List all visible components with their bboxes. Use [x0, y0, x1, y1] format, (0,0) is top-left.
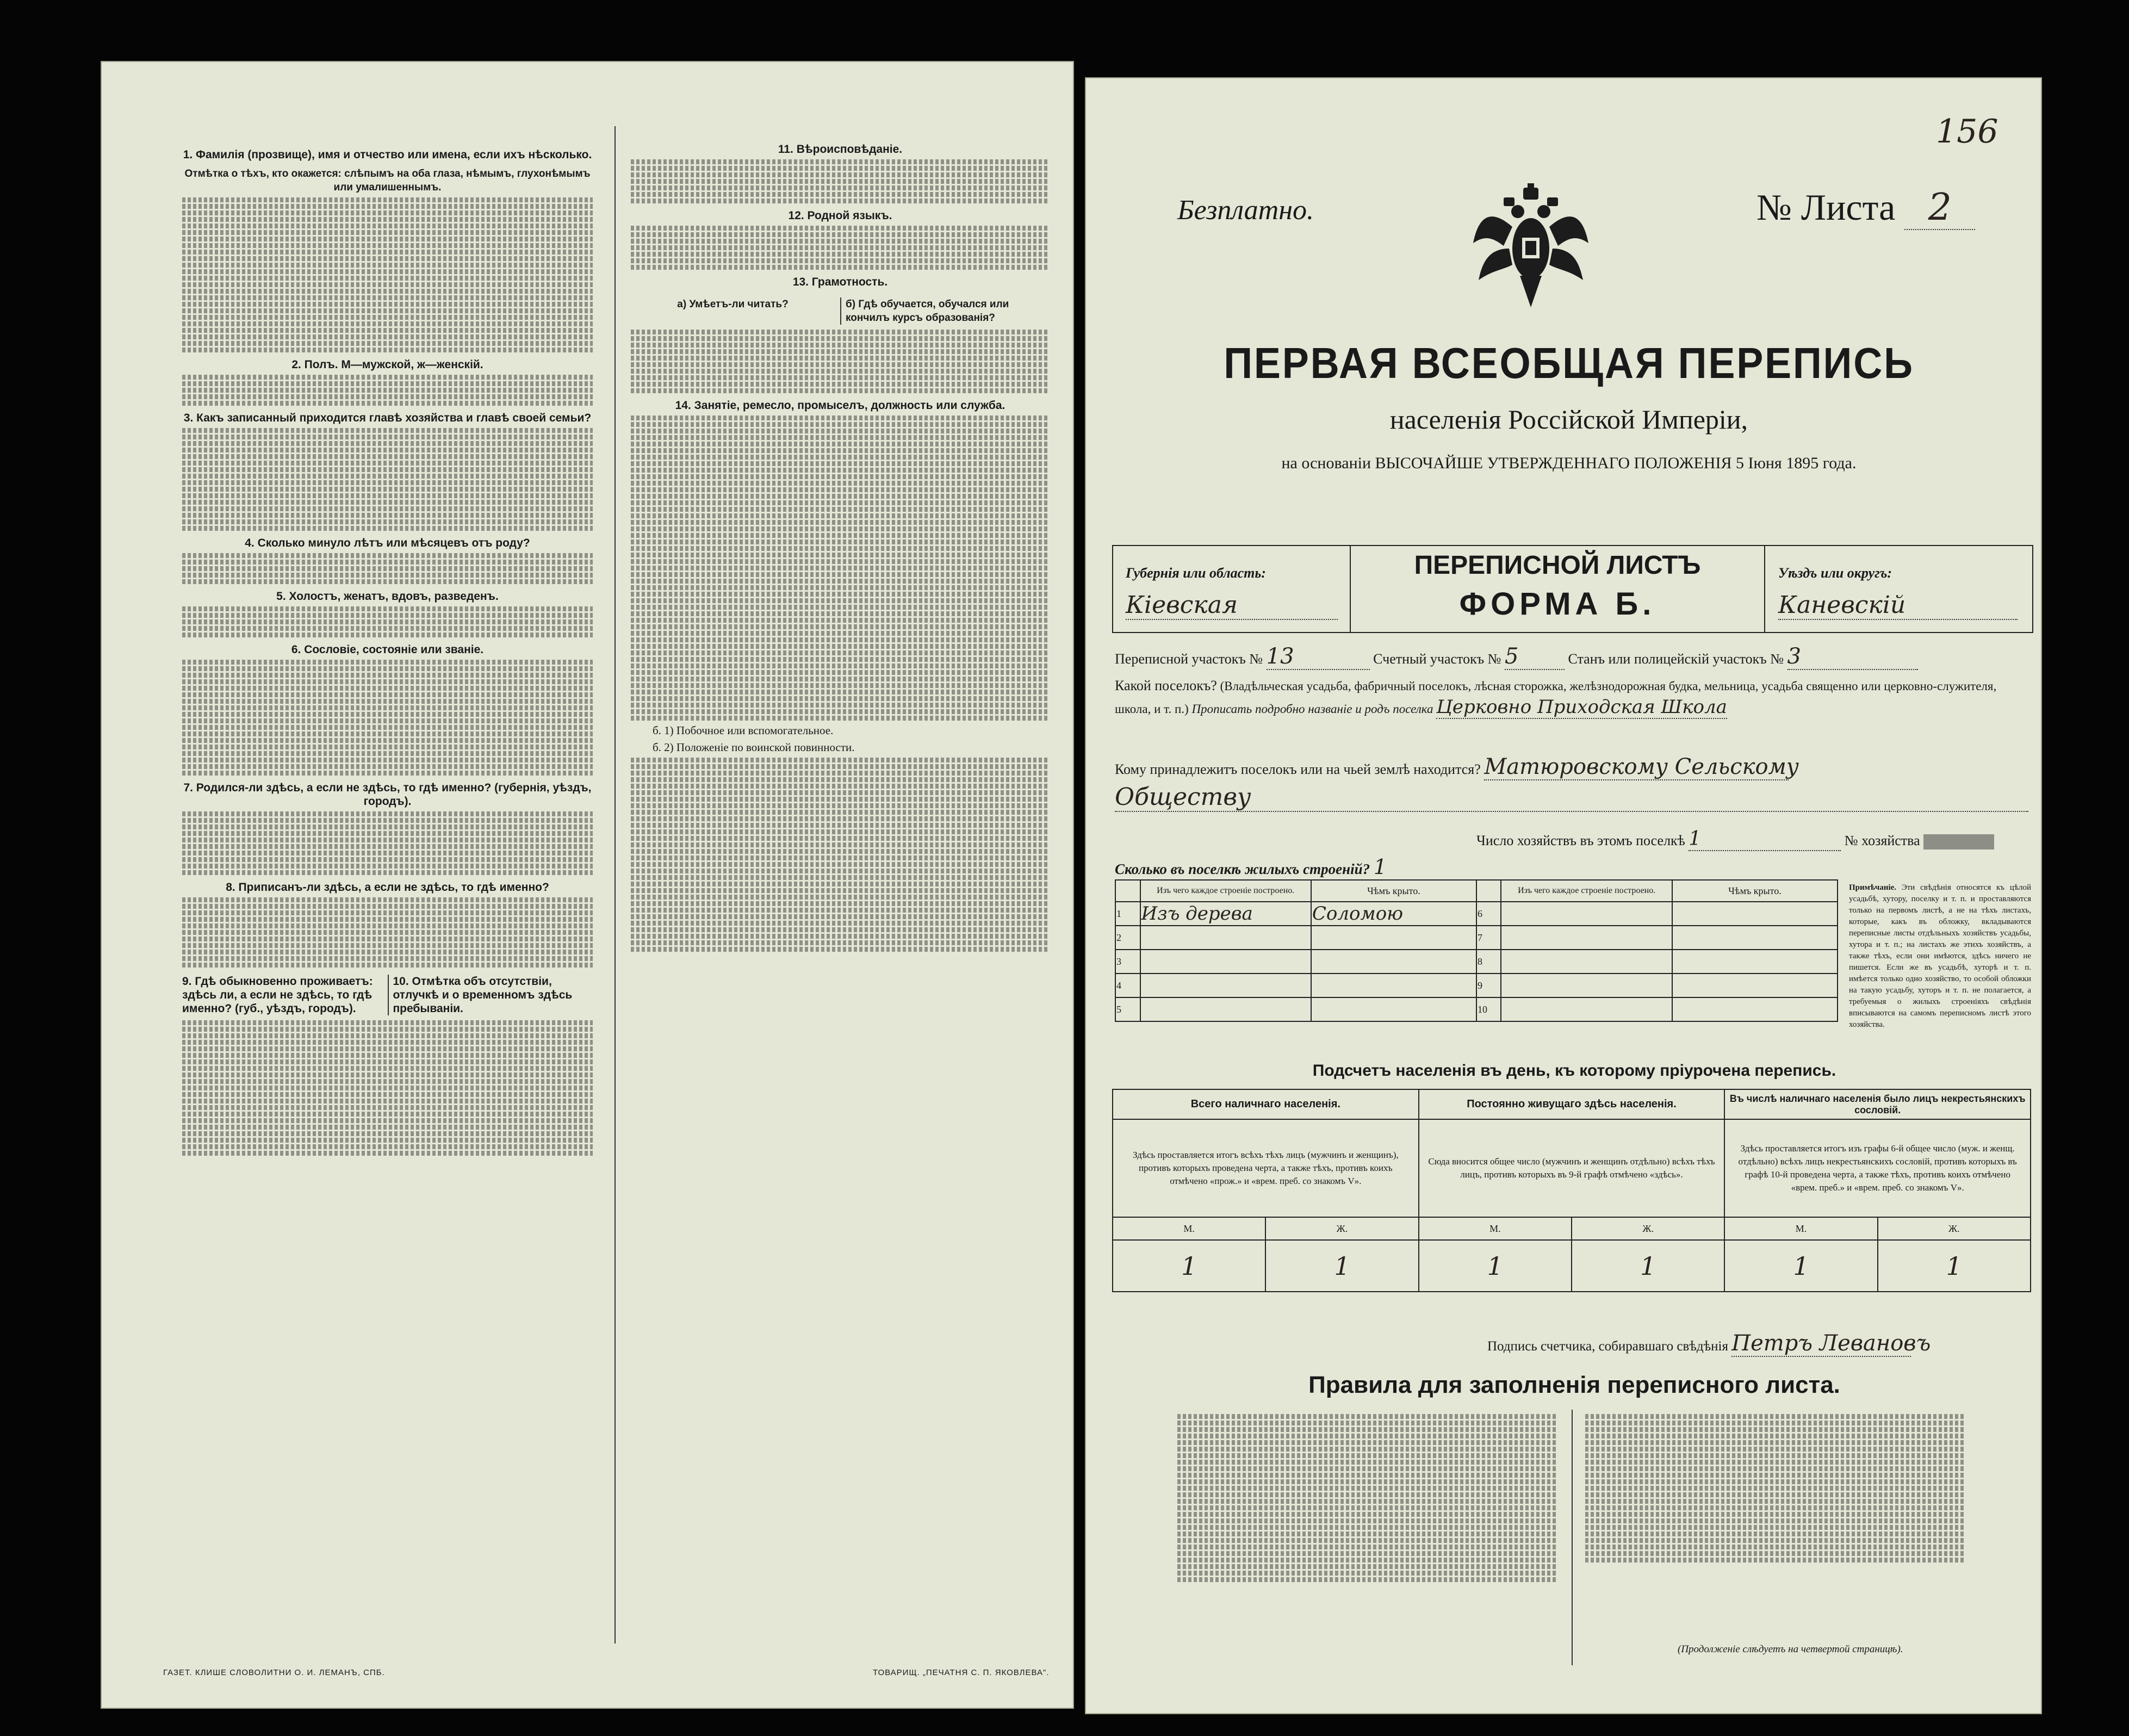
- rules-heading: Правила для заполненія переписного листа.: [1308, 1372, 1840, 1398]
- houses-field: [1115, 855, 1387, 879]
- households-label: Число хозяйствъ въ этомъ поселкѣ: [1476, 833, 1685, 848]
- rules-divider: [1572, 1410, 1573, 1665]
- section-4-title: 4. Сколько минуло лѣтъ или мѣсяцевъ отъ роду?: [245, 537, 530, 549]
- left-page-instructions: [101, 61, 1074, 1709]
- signature-value: Петръ Левановъ: [1731, 1331, 1931, 1356]
- settlement-hint: (Владѣльческая усадьба, фабричный поселокъ, лѣсная сторожка, желѣзнодорожная будка, мельница, усадьба священно или церковно-служителя, школа, и т. п.): [1115, 679, 1997, 716]
- archive-sheet-number: 156: [1936, 113, 1998, 151]
- uezd-value: Каневскій: [1778, 591, 2018, 620]
- houses-row-num: 10: [1476, 997, 1501, 1021]
- stan-label: Станъ или полицейскій участокъ №: [1568, 651, 1784, 667]
- gubernia-label: Губернія или область:: [1126, 565, 1266, 581]
- census-legal-basis: на основаніи ВЫСОЧАЙШЕ УТВЕРЖДЕННАГО ПОЛОЖЕНІЯ 5 Іюня 1895 года.: [1281, 454, 1857, 472]
- household-number-redacted: [1923, 834, 1994, 850]
- owner-field: [1115, 754, 1799, 780]
- owner-value-line-2: Обществу: [1115, 783, 2028, 812]
- settlement-instruction: Прописать подробно названіе и родъ поселка: [1191, 702, 1433, 716]
- count-m-label: М.: [1724, 1217, 1877, 1240]
- houses-note: [1849, 882, 2031, 1031]
- houses-col-material-2: Изъ чего каждое строеніе построено.: [1501, 880, 1672, 902]
- census-title: ПЕРВАЯ ВСЕОБЩАЯ ПЕРЕПИСЬ: [1224, 339, 1914, 387]
- count-district-value: 5: [1505, 644, 1565, 670]
- houses-row1-material: Изъ дерева: [1140, 902, 1311, 926]
- houses-row-num: 2: [1115, 926, 1140, 950]
- form-name: ФОРМА Б.: [1459, 586, 1656, 622]
- count-zh-label: Ж.: [1878, 1217, 2031, 1240]
- houses-table: [1115, 879, 1838, 1022]
- section-7-title: 7. Родился-ли здѣсь, а если не здѣсь, то гдѣ именно? (губернія, уѣздъ, городъ).: [183, 782, 592, 808]
- population-count-heading: Подсчетъ населенія въ день, къ которому пріурочена перепись.: [1312, 1062, 1836, 1080]
- rules-column-1: [1177, 1412, 1558, 1584]
- count-desc-resident: Сюда вносится общее число (мужчинъ и женщинъ отдѣльно) всѣхъ тѣхъ лицъ, противъ которыхъ въ 9-й графѣ отмѣчено «здѣсь».: [1419, 1119, 1725, 1217]
- signature-field: [1487, 1331, 1931, 1357]
- houses-row1-roof: Соломою: [1311, 902, 1476, 926]
- houses-col-roof: Чѣмъ крыто.: [1311, 880, 1476, 902]
- count-desc-non-peasant: Здѣсь проставляется итогъ изъ графы 6-й общее число (муж. и женщ. отдѣльно) всѣхъ лицъ некрестьянскихъ сословій, противъ которыхъ въ графѣ 10-й проведена черта, а также тѣхъ, противъ коихъ отмѣчено «врем. преб.» и «врем. преб. со знакомъ V».: [1724, 1119, 2031, 1217]
- section-1-title: 1. Фамилія (прозвище), имя и отчество или имена, если ихъ нѣсколько.: [183, 148, 592, 161]
- houses-row-num: 3: [1115, 950, 1140, 974]
- houses-row-num: 5: [1115, 997, 1140, 1021]
- free-label: Безплатно.: [1177, 195, 1314, 226]
- houses-col-roof-2: Чѣмъ крыто.: [1672, 880, 1838, 902]
- instructions-column-2: [631, 137, 1050, 953]
- count-m-label: М.: [1419, 1217, 1572, 1240]
- printer-footer-right: ТОВАРИЩ. „ПЕЧАТНЯ С. П. ЯКОВЛЕВА".: [873, 1668, 1050, 1677]
- houses-note-title: Примѣчаніе.: [1849, 883, 1897, 892]
- section-10-title: 10. Отмѣтка объ отсутствіи, отлучкѣ и о временномъ здѣсь пребываніи.: [388, 975, 593, 1015]
- count-total-m: 1: [1113, 1240, 1265, 1292]
- houses-row-num: 9: [1476, 974, 1501, 997]
- section-12-title: 12. Родной языкъ.: [788, 209, 892, 222]
- section-8-title: 8. Приписанъ-ли здѣсь, а если не здѣсь, то гдѣ именно?: [226, 881, 549, 894]
- count-zh-label: Ж.: [1572, 1217, 1724, 1240]
- section-14-item-1: б. 1) Побочное или вспомогательное.: [653, 724, 834, 737]
- section-6-title: 6. Сословіе, состояніе или званіе.: [291, 643, 484, 656]
- population-count-table: [1112, 1089, 2031, 1292]
- houses-col-material: Изъ чего каждое строеніе построено.: [1140, 880, 1311, 902]
- houses-row-num: 7: [1476, 926, 1501, 950]
- stan-value: 3: [1787, 644, 1918, 670]
- uezd-label: Уѣздъ или округъ:: [1778, 565, 1892, 581]
- column-divider: [615, 126, 616, 1644]
- signature-label: Подпись счетчика, собиравшаго свѣдѣнія: [1487, 1339, 1728, 1354]
- houses-row-num: 6: [1476, 902, 1501, 926]
- houses-value: 1: [1373, 855, 1387, 879]
- section-13a: а) Умѣетъ-ли читать?: [677, 299, 789, 310]
- census-district-label: Переписной участокъ №: [1115, 651, 1263, 667]
- count-resident-zh: 1: [1572, 1240, 1724, 1292]
- gubernia-value: Кіевская: [1126, 591, 1338, 620]
- count-nonpeasant-zh: 1: [1878, 1240, 2031, 1292]
- count-nonpeasant-m: 1: [1724, 1240, 1877, 1292]
- owner-value-line-1: Матюровскому Сельскому: [1484, 754, 1799, 779]
- section-1-note: Отмѣтка о тѣхъ, кто окажется: слѣпымъ на оба глаза, нѣмымъ, глухонѣмымъ или умалишеннымъ.: [184, 168, 591, 193]
- census-district-value: 13: [1267, 644, 1370, 670]
- houses-row-num: 1: [1115, 902, 1140, 926]
- settlement-field: [1115, 675, 2034, 720]
- section-14-title: 14. Занятіе, ремесло, промыселъ, должность или служба.: [675, 399, 1005, 412]
- settlement-value: Церковно Приходская Школа: [1436, 696, 1727, 718]
- section-14-item-2: б. 2) Положеніе по воинской повинности.: [653, 741, 855, 754]
- count-total-zh: 1: [1265, 1240, 1418, 1292]
- sheet-number-value: 2: [1904, 186, 1975, 230]
- count-zh-label: Ж.: [1265, 1217, 1418, 1240]
- owner-label: Кому принадлежитъ поселокъ или на чьей землѣ находится?: [1115, 761, 1481, 777]
- section-5-title: 5. Холостъ, женатъ, вдовъ, разведенъ.: [276, 590, 499, 603]
- section-2-title: 2. Полъ. М—мужской, ж—женскій.: [291, 358, 483, 371]
- rules-column-2: [1585, 1412, 1966, 1564]
- section-3-title: 3. Какъ записанный приходится главѣ хозяйства и главѣ своей семьи?: [183, 412, 592, 424]
- households-field: [1476, 828, 1994, 851]
- district-line: [1115, 644, 1918, 670]
- instructions-column-1: [182, 142, 593, 1157]
- sheet-number-label: № Листа: [1756, 187, 1896, 228]
- right-page-census-form: [1085, 77, 2042, 1714]
- count-m-label: М.: [1113, 1217, 1265, 1240]
- rules-continued: (Продолженіе слѣдуетъ на четвертой страницѣ).: [1678, 1644, 1903, 1655]
- count-col-total: Всего наличнаго населенія.: [1113, 1089, 1419, 1119]
- count-col-non-peasant: Въ числѣ наличнаго населенія было лицъ некрестьянскихъ сословій.: [1724, 1089, 2031, 1119]
- houses-row-num: 8: [1476, 950, 1501, 974]
- sheet-number-field: [1756, 186, 1975, 230]
- census-subtitle: населенія Россійской Имперіи,: [1389, 404, 1748, 435]
- section-13-title: 13. Грамотность.: [792, 276, 888, 288]
- household-number-label: № хозяйства: [1844, 833, 1920, 848]
- houses-note-text: Эти свѣдѣнія относятся къ цѣлой усадьбѣ, хутору, поселку и т. п. и проставляются только на первомъ листѣ, а не на тѣхъ листахъ, которые, какъ въ обложку, вкладываются переписные листы отдѣльныхъ хозяйствъ усадьбы, хутора и т. п.; на листахъ же этихъ хозяйствъ, а также тѣхъ, если они имѣются, здѣсь ничего не пишется. Если же въ усадьбѣ, хуторѣ и т. п. имѣется только одно хозяйство, то особой обложки на такую усадьбу, хуторъ и т. п. не полагается, а требуемыя о жилыхъ строеніяхъ свѣдѣнія вписываются на самомъ переписномъ листѣ этого хозяйства.: [1849, 883, 2031, 1029]
- households-value: 1: [1689, 828, 1841, 851]
- imperial-eagle-emblem-icon: [1471, 183, 1591, 308]
- count-desc-total: Здѣсь проставляется итогъ всѣхъ тѣхъ лицъ (мужчинъ и женщинъ), противъ которыхъ проведена черта, а также тѣхъ, противъ коихъ отмѣчено «прож.» и «врем. преб. со знакомъ V».: [1113, 1119, 1419, 1217]
- form-title: ПЕРЕПИСНОЙ ЛИСТЪ: [1414, 551, 1701, 580]
- section-13b: б) Гдѣ обучается, обучался или кончилъ курсъ образованія?: [840, 297, 1050, 325]
- count-resident-m: 1: [1419, 1240, 1572, 1292]
- houses-row-num: 4: [1115, 974, 1140, 997]
- printer-footer-left: ГАЗЕТ. КЛИШЕ СЛОВОЛИТНИ О. И. ЛЕМАНЪ, СПБ.: [163, 1668, 385, 1677]
- section-9-title: 9. Гдѣ обыкновенно проживаетъ: здѣсь ли, а если не здѣсь, то гдѣ именно? (губ., уѣздъ, городъ).: [182, 975, 373, 1015]
- count-district-label: Счетный участокъ №: [1373, 651, 1501, 667]
- count-col-resident: Постоянно живущаго здѣсь населенія.: [1419, 1089, 1725, 1119]
- section-11-title: 11. Вѣроисповѣданіе.: [778, 143, 903, 156]
- settlement-label: Какой поселокъ?: [1115, 678, 1217, 693]
- houses-label: Сколько въ поселкѣ жилыхъ строеній?: [1115, 861, 1370, 877]
